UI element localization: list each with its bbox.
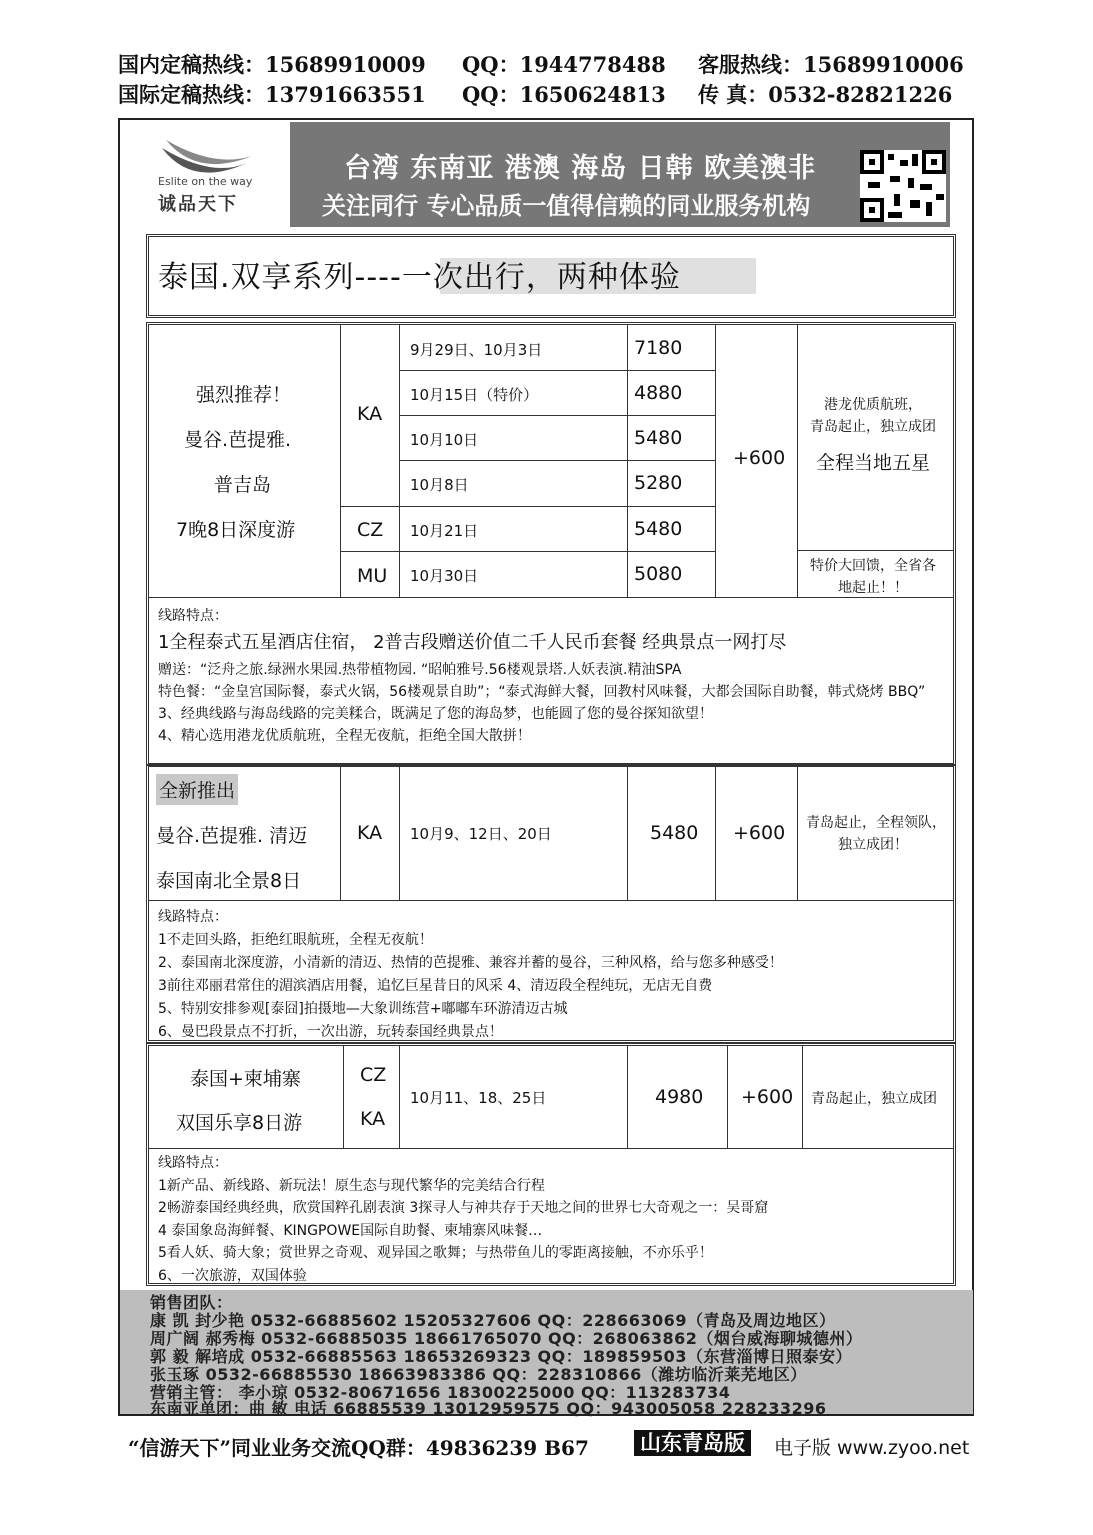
feature-line: 赠送：“泛舟之旅.绿洲水果园.热带植物园. “昭帕雅号.56楼观景塔.人妖表演.精油SPA: [158, 662, 682, 678]
route1-duration: 7晚8日深度游: [176, 519, 296, 541]
domestic-hotline: 国内定稿热线：15689910009: [118, 52, 426, 77]
special-offer-note: 特价大回馈，全省各: [810, 558, 936, 574]
fax-number: 传 真：0532-82821226: [698, 82, 953, 107]
features-highlight: 1全程泰式五星酒店住宿， 2普吉段赠送价值二千人民币套餐 经典景点一网打尽: [158, 632, 787, 653]
airline-ka: KA: [357, 822, 383, 844]
sales-heading: 销售团队：: [150, 1293, 233, 1312]
special-offer-note: 地起止！！: [838, 580, 908, 596]
date-row: 9月29日、10月3日: [410, 341, 543, 359]
route2-duration: 泰国南北全景8日: [156, 870, 302, 892]
feature-line: 3、经典线路与海岛线路的完美糅合，既满足了您的海岛梦，也能圆了您的曼谷探知欲望！: [158, 706, 713, 722]
price: 5480: [634, 427, 683, 449]
airline-ka: KA: [357, 403, 383, 425]
date-row: 10月15日（特价）: [410, 386, 539, 404]
route1-features: [158, 605, 925, 747]
feature-line: 4、精心选用港龙优质航班，全程无夜航，拒绝全国大散拼！: [158, 728, 531, 744]
feature-line: 特色餐：“金皇宫国际餐，泰式火锅，56楼观景自助”；“泰式海鲜大餐，回教村风味餐，大都会国际自助餐，韩式烧烤 BBQ”: [158, 684, 926, 700]
feature-line: 3前往邓丽君常住的湄滨酒店用餐，追忆巨星昔日的风采 4、清迈段全程纯玩，无店无自费: [158, 978, 713, 994]
marketing-director: 营销主管： 李小琼 0532-80671656 18300225000 QQ：113283734: [150, 1383, 731, 1402]
route1-island: 普吉岛: [214, 474, 272, 496]
route1-note: 港龙优质航班，: [824, 397, 922, 413]
airline-mu: MU: [357, 565, 388, 587]
service-hotline: 客服热线：15689910006: [698, 52, 964, 77]
price: 5280: [634, 472, 683, 494]
route1-note: 青岛起止，独立成团: [810, 419, 936, 435]
date-row: 10月10日: [410, 431, 479, 449]
feature-line: 1新产品、新线路、新玩法！原生态与现代繁华的完美结合行程: [158, 1177, 545, 1194]
date-row: 10月11、18、25日: [410, 1089, 547, 1107]
feature-line: 5、特别安排参观[泰囧]拍摄地—大象训练营+嘟嘟车环游清迈古城: [158, 1001, 568, 1017]
new-badge: 全新推出: [156, 774, 238, 805]
feature-line: 2畅游泰国经典经典，欣赏国粹孔剧表演 3探寻人与神共存于天地之间的世界七大奇观之一：吴哥窟: [158, 1200, 769, 1216]
international-hotline: 国际定稿热线：13791663551: [118, 82, 426, 107]
airline-ka: KA: [360, 1108, 386, 1130]
date-row: 10月30日: [410, 567, 479, 585]
feature-line: 6、一次旅游，双国体验: [158, 1267, 307, 1284]
sea-group-contact: 东南亚单团：曲 敏 电话 66885539 13012959575 QQ：943005058 228233296: [150, 1399, 827, 1418]
hotline-row-domestic: [118, 50, 978, 80]
route2-features: [158, 906, 783, 1044]
features-title: 线路特点：: [158, 608, 228, 624]
footer-website[interactable]: 电子版 www.zyoo.net: [774, 1437, 970, 1459]
date-row: 10月9、12日、20日: [410, 825, 552, 843]
date-row: 10月8日: [410, 476, 469, 494]
sales-contact: 周广阔 郝秀梅 0532-66885035 18661765070 QQ：268063862（烟台威海聊城德州）: [150, 1329, 863, 1348]
sales-contact: 康 凯 封少艳 0532-66885602 15205327606 QQ：228663069（青岛及周边地区）: [150, 1311, 836, 1330]
banner: [290, 122, 950, 227]
banner-slogan: 关注同行 专心品质一值得信赖的同业服务机构: [322, 192, 811, 220]
sales-team: [120, 1290, 973, 1418]
sales-contact: 张玉琢 0532-66885530 18663983386 QQ：228310866（潍坊临沂莱芜地区）: [150, 1365, 807, 1384]
surcharge: +600: [741, 1086, 794, 1108]
banner-destinations: 台湾 东南亚 港澳 海岛 日韩 欧美澳非: [344, 153, 816, 184]
features-title: 线路特点：: [158, 909, 228, 925]
hotline-row-international: [118, 80, 978, 110]
domestic-qq: QQ：1944778488: [462, 52, 666, 77]
price: 4980: [655, 1086, 704, 1108]
route1-cities: 曼谷.芭提雅.: [184, 429, 292, 451]
price: 5080: [634, 563, 683, 585]
international-qq: QQ：1650624813: [462, 82, 666, 107]
feature-line: 2、泰国南北深度游，小清新的清迈、热情的芭提雅、兼容并蓄的曼谷，三种风格，给与您多种感受！: [158, 955, 783, 971]
route1-tag: 强烈推荐！: [196, 384, 292, 406]
airline-cz: CZ: [357, 519, 384, 541]
footer-qq-group: “信游天下”同业业务交流QQ群：49836239 B67: [128, 1436, 589, 1460]
feature-line: 1不走回头路，拒绝红眼航班，全程无夜航！: [158, 932, 433, 948]
route3-countries: 泰国+柬埔寨: [190, 1068, 301, 1090]
surcharge: +600: [733, 822, 786, 844]
route2-cities: 曼谷.芭提雅. 清迈: [156, 825, 308, 847]
date-row: 10月21日: [410, 522, 479, 540]
route3-features: [158, 1152, 768, 1287]
route1-hotel-note: 全程当地五星: [816, 452, 931, 474]
logo-english: Eslite on the way: [158, 175, 253, 188]
route3-note: 青岛起止，独立成团: [811, 1091, 937, 1107]
logo-chinese: 诚品天下: [158, 194, 238, 215]
price: 4880: [634, 382, 683, 404]
price: 5480: [634, 518, 683, 540]
feature-line: 4 泰国象岛海鲜餐、KINGPOWE国际自助餐、柬埔寨风味餐…: [158, 1222, 543, 1239]
features-title: 线路特点：: [158, 1155, 228, 1171]
route2-note: 独立成团！: [838, 837, 908, 853]
feature-line: 5看人妖、骑大象；赏世界之奇观、观异国之歌舞；与热带鱼儿的零距离接触，不亦乐乎！: [158, 1245, 713, 1261]
page-title: 泰国.双享系列----一次出行，两种体验: [158, 260, 681, 295]
surcharge: +600: [733, 447, 786, 469]
route2-note: 青岛起止，全程领队，: [806, 815, 946, 831]
airline-cz: CZ: [360, 1064, 387, 1086]
price: 7180: [634, 337, 683, 359]
edition-badge: 山东青岛版: [634, 1430, 751, 1456]
qr-code-icon: [860, 150, 946, 222]
hotlines: [118, 50, 978, 110]
price: 5480: [650, 822, 699, 844]
feature-line: 6、曼巴段景点不打折，一次出游，玩转泰国经典景点！: [158, 1024, 503, 1040]
route3-duration: 双国乐享8日游: [176, 1112, 303, 1134]
sales-contact: 郭 毅 解培成 0532-66885563 18653269323 QQ：189859503（东营淄博日照泰安）: [150, 1347, 852, 1366]
